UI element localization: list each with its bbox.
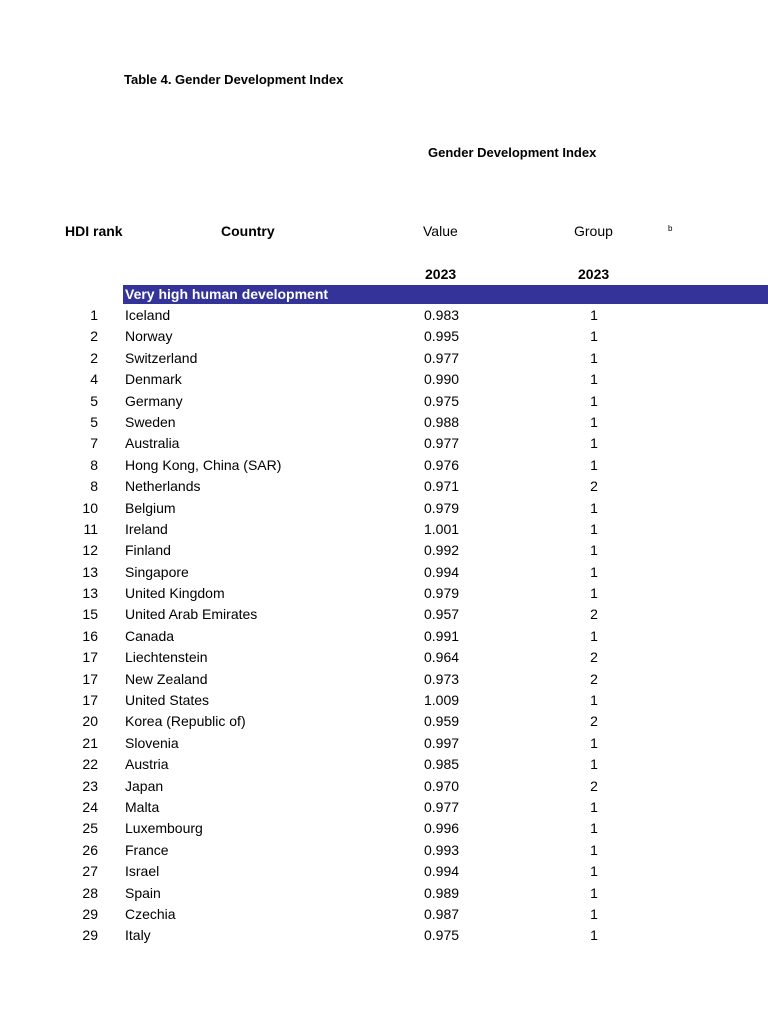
cell-country: Hong Kong, China (SAR) [125,456,282,473]
cell-group: 1 [590,734,598,751]
cell-rank: 24 [82,798,98,815]
cell-value: 0.977 [424,798,460,815]
cell-group: 1 [590,863,598,880]
table-row [0,476,768,497]
table-row [0,883,768,904]
cell-value: 0.977 [424,349,460,366]
cell-rank: 16 [82,627,98,644]
header-country: Country [221,223,275,239]
cell-rank: 20 [82,713,98,730]
cell-value: 0.979 [424,499,460,516]
table-row [0,925,768,946]
cell-country: Canada [125,627,175,644]
table-row [0,626,768,647]
cell-country: United Kingdom [125,585,225,602]
cell-country: Czechia [125,905,176,922]
table-row [0,348,768,369]
table-row [0,840,768,861]
cell-country: Denmark [125,371,182,388]
cell-value: 0.977 [424,435,460,452]
cell-group: 1 [590,435,598,452]
table-row [0,797,768,818]
cell-country: Slovenia [125,734,179,751]
cell-value: 1.009 [424,692,460,709]
cell-rank: 25 [82,820,98,837]
cell-group: 1 [590,927,598,944]
cell-country: Norway [125,328,173,345]
table-row [0,433,768,454]
cell-value: 0.989 [424,884,460,901]
cell-country: New Zealand [125,670,208,687]
table-row [0,391,768,412]
cell-country: Spain [125,884,161,901]
cell-country: Netherlands [125,478,201,495]
table-row [0,305,768,326]
header-value: Value [423,223,458,239]
cell-country: Austria [125,756,169,773]
cell-group: 1 [590,798,598,815]
table-row [0,647,768,668]
cell-country: Israel [125,863,160,880]
cell-rank: 10 [82,499,98,516]
cell-country: Korea (Republic of) [125,713,246,730]
cell-value: 0.991 [424,627,460,644]
cell-group: 1 [590,413,598,430]
year-value: 2023 [425,266,457,282]
cell-rank: 22 [82,756,98,773]
cell-group: 1 [590,392,598,409]
cell-value: 0.979 [424,585,460,602]
cell-country: Japan [125,777,164,794]
year-group: 2023 [578,266,610,282]
cell-group: 1 [590,585,598,602]
table-title: Table 4. Gender Development Index [124,72,344,87]
cell-group: 2 [590,777,598,794]
header-hdi-rank: HDI rank [65,223,123,239]
cell-group: 1 [590,456,598,473]
cell-country: Belgium [125,499,176,516]
cell-group: 2 [590,670,598,687]
cell-rank: 17 [82,670,98,687]
cell-group: 1 [590,371,598,388]
table-row [0,711,768,732]
cell-value: 0.988 [424,413,460,430]
footnote-marker: b [668,224,673,233]
cell-country: Sweden [125,413,176,430]
header-group: Group [574,223,613,239]
cell-value: 0.993 [424,841,460,858]
cell-rank: 26 [82,841,98,858]
cell-rank: 28 [82,884,98,901]
cell-group: 1 [590,563,598,580]
cell-rank: 11 [83,520,98,537]
cell-rank: 1 [90,307,98,323]
cell-value: 0.973 [424,670,460,687]
cell-group: 1 [590,820,598,837]
cell-country: Switzerland [125,349,198,366]
table-row [0,604,768,625]
table-row [0,669,768,690]
cell-rank: 13 [82,585,98,602]
cell-rank: 17 [82,692,98,709]
table-row [0,455,768,476]
cell-group: 1 [590,499,598,516]
cell-rank: 27 [82,863,98,880]
cell-country: Malta [125,798,160,815]
table-row [0,583,768,604]
table-row [0,904,768,925]
table-row [0,733,768,754]
table-row [0,369,768,390]
cell-value: 0.995 [424,328,460,345]
cell-group: 1 [590,520,598,537]
cell-value: 0.964 [424,649,460,666]
cell-value: 0.996 [424,820,460,837]
cell-value: 0.957 [424,606,460,623]
cell-rank: 8 [90,478,98,495]
table-row [0,540,768,561]
cell-group: 1 [590,349,598,366]
cell-rank: 2 [90,328,98,345]
cell-value: 0.976 [424,456,460,473]
table-row [0,519,768,540]
cell-group: 2 [590,478,598,495]
cell-value: 0.971 [424,478,460,495]
cell-group: 1 [590,542,598,559]
cell-rank: 4 [90,371,98,388]
cell-group: 2 [590,649,598,666]
cell-value: 0.987 [424,905,460,922]
table-row [0,562,768,583]
cell-country: France [125,841,169,858]
column-group-title: Gender Development Index [428,145,597,160]
cell-rank: 12 [82,542,98,559]
table-row [0,326,768,347]
cell-group: 1 [590,884,598,901]
cell-value: 0.994 [424,563,460,580]
table-row [0,498,768,519]
cell-value: 0.992 [424,542,460,559]
cell-rank: 29 [82,905,98,922]
cell-group: 1 [590,841,598,858]
cell-value: 1.001 [424,520,460,537]
cell-group: 1 [590,627,598,644]
cell-rank: 23 [82,777,98,794]
cell-rank: 2 [90,349,98,366]
cell-value: 0.990 [424,371,460,388]
cell-group: 1 [590,905,598,922]
cell-country: Italy [125,927,151,944]
cell-value: 0.983 [424,307,460,323]
cell-country: Liechtenstein [125,649,208,666]
cell-country: Luxembourg [125,820,203,837]
table-row [0,412,768,433]
cell-rank: 8 [90,456,98,473]
cell-value: 0.959 [424,713,460,730]
cell-country: Iceland [125,307,171,323]
cell-value: 0.994 [424,863,460,880]
section-band: Very high human development [123,285,768,304]
cell-rank: 15 [82,606,98,623]
cell-value: 0.975 [424,392,460,409]
cell-rank: 5 [90,392,98,409]
cell-value: 0.975 [424,927,460,944]
cell-group: 2 [590,713,598,730]
cell-country: United Arab Emirates [125,606,258,623]
cell-rank: 29 [82,927,98,944]
cell-rank: 13 [82,563,98,580]
cell-country: United States [125,692,210,709]
cell-rank: 17 [82,649,98,666]
cell-group: 1 [590,307,598,323]
table-row [0,690,768,711]
cell-country: Ireland [125,520,168,537]
cell-rank: 7 [90,435,98,452]
cell-group: 1 [590,328,598,345]
cell-group: 1 [590,692,598,709]
table-body [0,305,768,947]
cell-group: 2 [590,606,598,623]
cell-country: Australia [125,435,180,452]
cell-country: Germany [125,392,183,409]
cell-country: Singapore [125,563,189,580]
cell-value: 0.970 [424,777,460,794]
table-row [0,754,768,775]
cell-group: 1 [590,756,598,773]
cell-country: Finland [125,542,171,559]
cell-value: 0.997 [424,734,460,751]
table-row [0,818,768,839]
cell-value: 0.985 [424,756,460,773]
table-row [0,861,768,882]
cell-rank: 21 [82,734,98,751]
table-row [0,776,768,797]
cell-rank: 5 [90,413,98,430]
